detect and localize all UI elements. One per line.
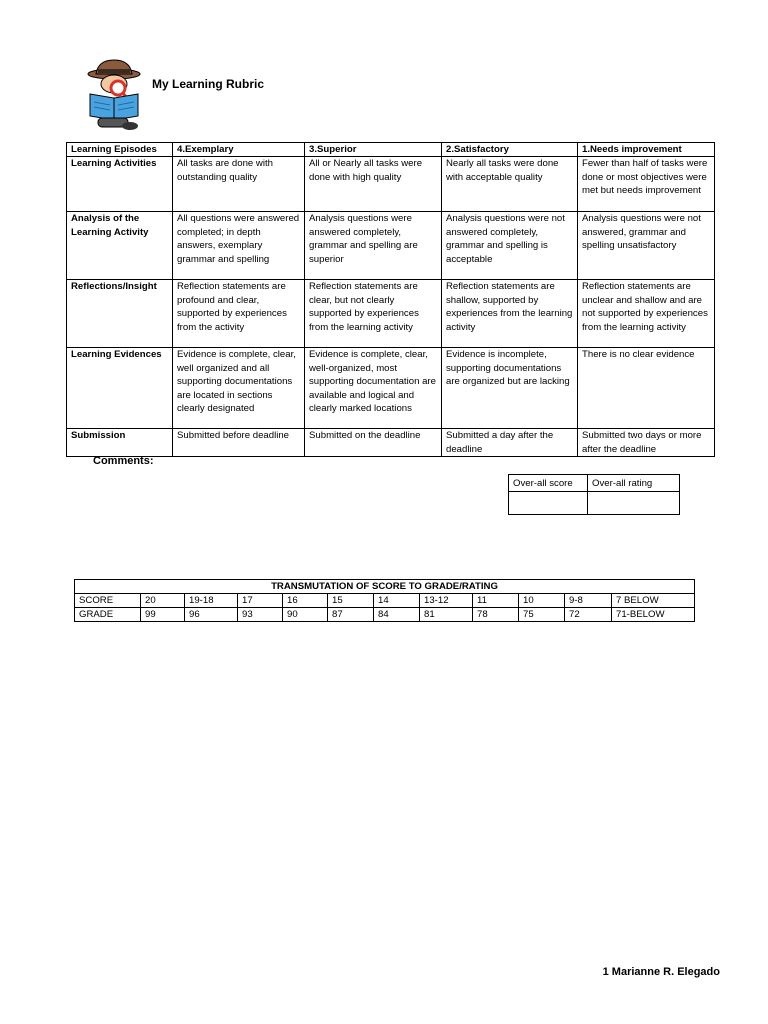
grade-cell: 78: [473, 608, 519, 622]
column-header: Learning Episodes: [67, 143, 173, 157]
page-title: My Learning Rubric: [152, 77, 265, 91]
rubric-cell: All questions were answered completed; in depth answers, exemplary grammar and spelling: [173, 212, 305, 280]
table-row: [509, 475, 680, 492]
rubric-cell: Fewer than half of tasks were done or most objectives were met but needs improvement: [578, 157, 715, 212]
score-cell: 19-18: [185, 594, 238, 608]
row-label: Submission: [67, 429, 173, 457]
table-row: [67, 348, 715, 429]
grade-cell: 87: [328, 608, 374, 622]
rubric-cell: Nearly all tasks were done with acceptable quality: [442, 157, 578, 212]
grade-cell: 71-BELOW: [612, 608, 695, 622]
overall-score-table: [508, 474, 680, 515]
rubric-cell: All or Nearly all tasks were done with high quality: [305, 157, 442, 212]
overall-rating-label: Over-all rating: [588, 475, 680, 492]
rubric-cell: Reflection statements are shallow, supported by experiences from the learning activity: [442, 280, 578, 348]
score-cell: 15: [328, 594, 374, 608]
rubric-cell: Evidence is incomplete, supporting documentations are organized but are lacking: [442, 348, 578, 429]
grade-cell: 84: [374, 608, 420, 622]
column-header: 3.Superior: [305, 143, 442, 157]
table-row: [509, 492, 680, 515]
rubric-cell: There is no clear evidence: [578, 348, 715, 429]
rubric-cell: Analysis questions were answered completely, grammar and spelling are superior: [305, 212, 442, 280]
overall-score-value[interactable]: [509, 492, 588, 515]
row-label: Analysis of the Learning Activity: [67, 212, 173, 280]
table-row: [67, 280, 715, 348]
transmutation-caption: TRANSMUTATION OF SCORE TO GRADE/RATING: [75, 580, 695, 594]
column-header: 4.Exemplary: [173, 143, 305, 157]
table-row: [67, 157, 715, 212]
rubric-cell: Reflection statements are unclear and shallow and are not supported by experiences from the learning activity: [578, 280, 715, 348]
rubric-cell: Submitted on the deadline: [305, 429, 442, 457]
overall-rating-value[interactable]: [588, 492, 680, 515]
grade-row: [75, 608, 695, 622]
score-row: [75, 594, 695, 608]
grade-row-label: GRADE: [75, 608, 141, 622]
score-cell: 16: [283, 594, 328, 608]
score-cell: 10: [519, 594, 565, 608]
rubric-cell: Submitted before deadline: [173, 429, 305, 457]
rubric-cell: Submitted a day after the deadline: [442, 429, 578, 457]
column-header: 1.Needs improvement: [578, 143, 715, 157]
rubric-cell: Reflection statements are clear, but not clearly supported by experiences from the learning activity: [305, 280, 442, 348]
score-cell: 11: [473, 594, 519, 608]
score-cell: 13-12: [420, 594, 473, 608]
table-row: [75, 580, 695, 594]
rubric-cell: Submitted two days or more after the deadline: [578, 429, 715, 457]
grade-cell: 81: [420, 608, 473, 622]
row-label: Reflections/Insight: [67, 280, 173, 348]
score-cell: 17: [238, 594, 283, 608]
table-row: [67, 212, 715, 280]
rubric-cell: Analysis questions were not answered, grammar and spelling unsatisfactory: [578, 212, 715, 280]
score-cell: 7 BELOW: [612, 594, 695, 608]
grade-cell: 96: [185, 608, 238, 622]
score-cell: 20: [141, 594, 185, 608]
page-footer: 1 Marianne R. Elegado: [602, 966, 720, 978]
overall-score-label: Over-all score: [509, 475, 588, 492]
page-header: [84, 58, 384, 132]
rubric-table: [66, 142, 715, 457]
score-cell: 9-8: [565, 594, 612, 608]
rubric-cell: Evidence is complete, clear, well organized and all supporting documentations are located in sections clearly designated: [173, 348, 305, 429]
grade-cell: 75: [519, 608, 565, 622]
rubric-cell: Reflection statements are profound and clear, supported by experiences from the activity: [173, 280, 305, 348]
grade-cell: 99: [141, 608, 185, 622]
grade-cell: 72: [565, 608, 612, 622]
table-row: [67, 429, 715, 457]
row-label: Learning Activities: [67, 157, 173, 212]
score-cell: 14: [374, 594, 420, 608]
rubric-cell: Analysis questions were not answered completely, grammar and spelling is acceptable: [442, 212, 578, 280]
column-header: 2.Satisfactory: [442, 143, 578, 157]
grade-cell: 93: [238, 608, 283, 622]
rubric-cell: All tasks are done with outstanding quality: [173, 157, 305, 212]
transmutation-table: [74, 579, 695, 622]
detective-reader-icon: [84, 58, 148, 132]
comments-label: Comments:: [93, 455, 154, 467]
rubric-header-row: [67, 143, 715, 157]
grade-cell: 90: [283, 608, 328, 622]
row-label: Learning Evidences: [67, 348, 173, 429]
score-row-label: SCORE: [75, 594, 141, 608]
rubric-cell: Evidence is complete, clear, well-organized, most supporting documentation are available and logical and clearly marked locations: [305, 348, 442, 429]
